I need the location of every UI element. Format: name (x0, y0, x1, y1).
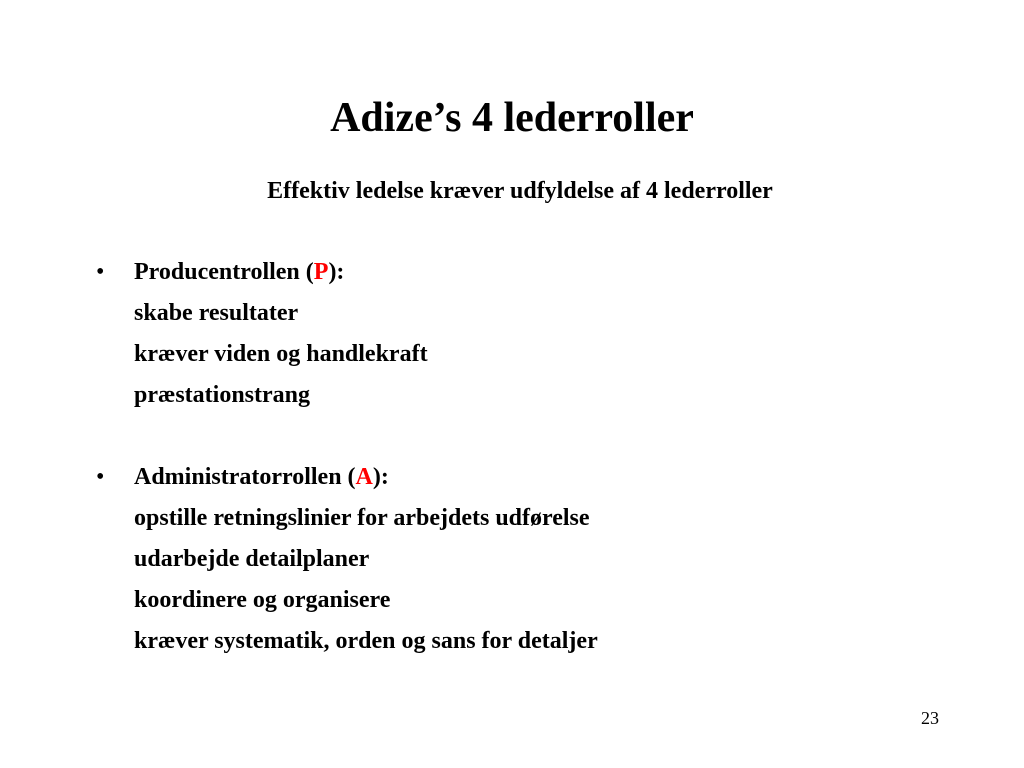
role-detail-line: skabe resultater (134, 300, 299, 326)
slide-title: Adize’s 4 lederroller (330, 95, 694, 141)
role-detail-line: udarbejde detailplaner (134, 546, 370, 572)
role-detail-line: kræver systematik, orden og sans for detaljer (134, 628, 598, 654)
role-letter: A (355, 464, 373, 490)
role-heading-text (134, 461, 389, 493)
role-detail-line: opstille retningslinier for arbejdets udførelse (134, 505, 590, 531)
role-detail-line: præstationstrang (134, 382, 311, 408)
role-heading-suffix: ): (328, 259, 345, 285)
role-heading-text (134, 256, 344, 288)
role-heading-prefix: Producentrollen ( (134, 259, 314, 285)
bullet-icon: • (96, 259, 105, 285)
page-number: 23 (921, 708, 939, 728)
bullet-icon: • (96, 464, 105, 490)
role-heading-suffix: ): (372, 464, 389, 490)
role-letter: P (313, 259, 329, 285)
role-detail-line: kræver viden og handlekraft (134, 341, 428, 367)
role-heading-prefix: Administratorrollen ( (134, 464, 356, 490)
role-detail-line: koordinere og organisere (134, 587, 391, 613)
slide-subtitle: Effektiv ledelse kræver udfyldelse af 4 lederroller (267, 178, 773, 204)
